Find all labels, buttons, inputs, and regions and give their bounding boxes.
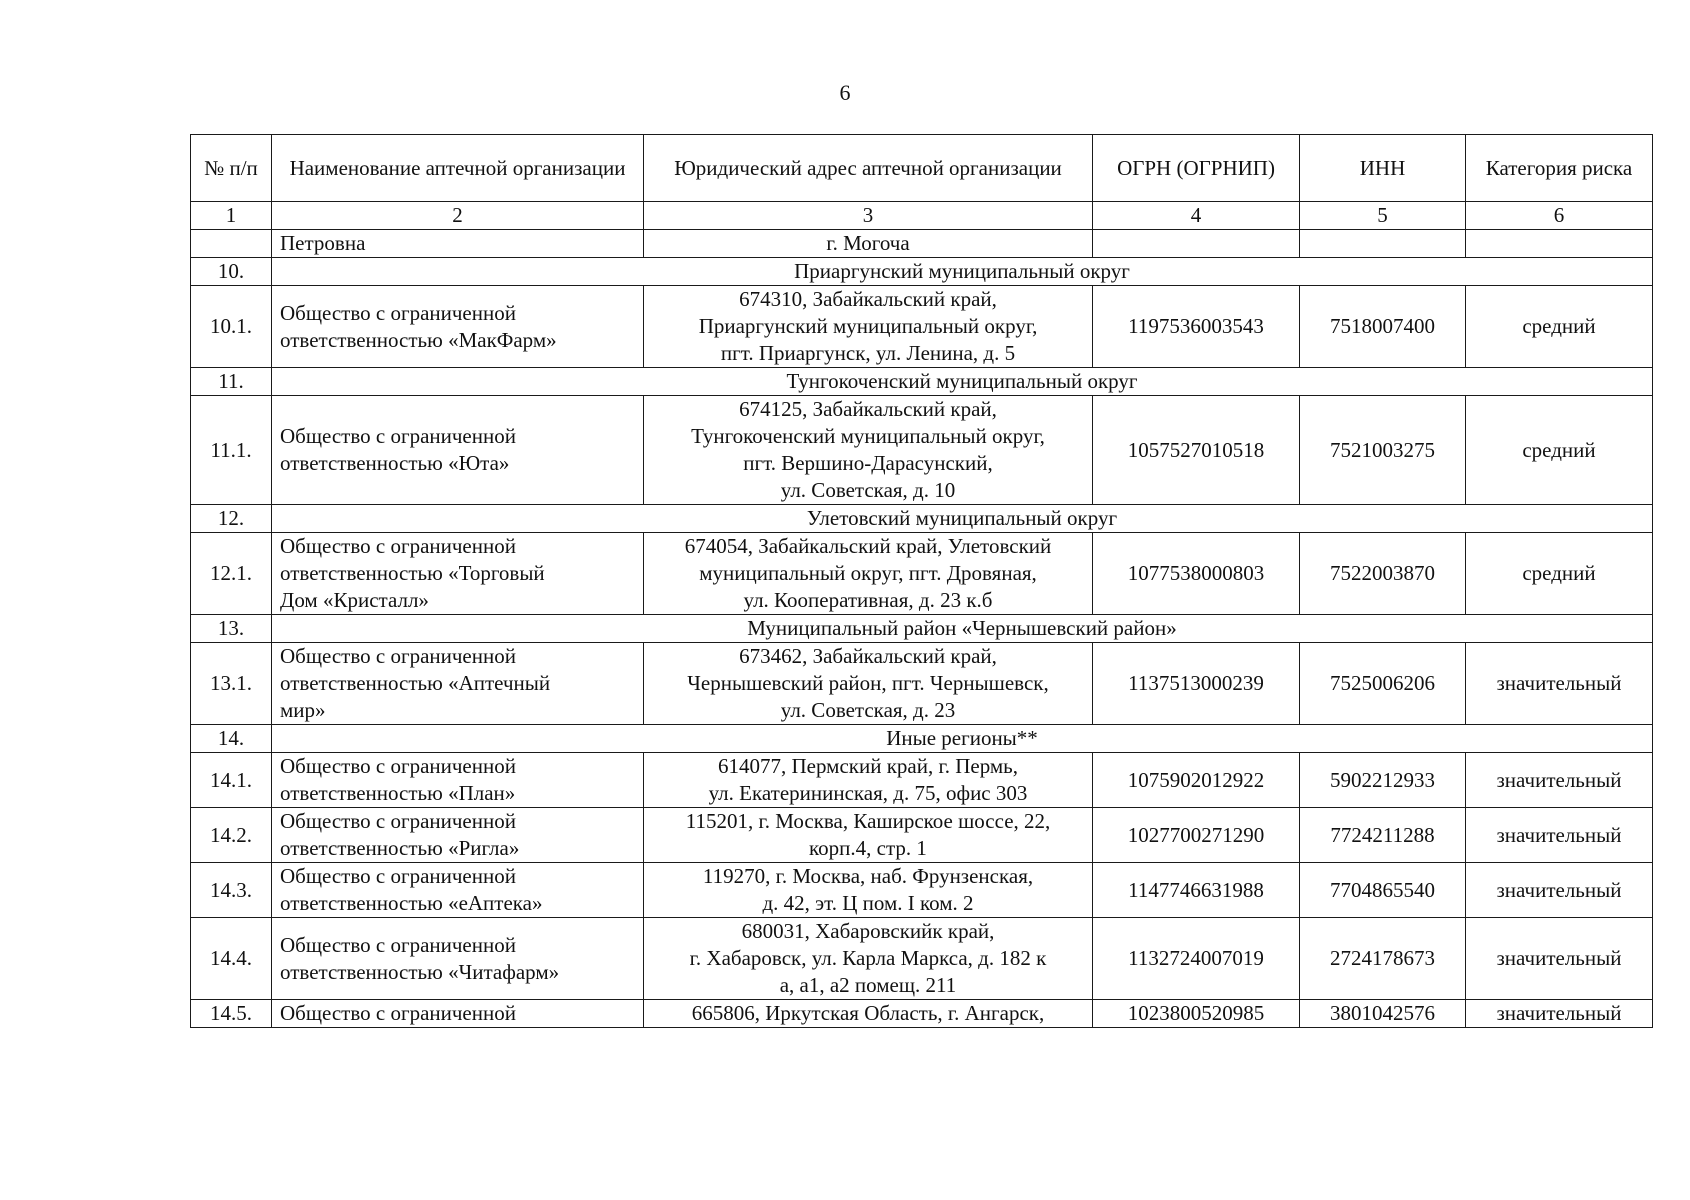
cell-legal-address [644, 1000, 1093, 1028]
address-line: 119270, г. Москва, наб. Фрунзенская, [702, 864, 1034, 888]
address-line: Тунгокоченский муниципальный округ, [691, 424, 1045, 448]
section-row [191, 505, 1653, 533]
section-row [191, 368, 1653, 396]
cell-organization-name [272, 533, 644, 615]
table-row [191, 863, 1653, 918]
column-number: 1 [191, 202, 272, 230]
cell-inn: 7518007400 [1300, 286, 1466, 368]
address-line: пгт. Вершино-Дарасунский, [743, 451, 993, 475]
section-title: Приаргунский муниципальный округ [272, 258, 1653, 286]
address-line: пгт. Приаргунск, ул. Ленина, д. 5 [720, 341, 1016, 365]
cell-inn: 7525006206 [1300, 643, 1466, 725]
cell-organization-name [272, 753, 644, 808]
continuation-row [191, 230, 1653, 258]
address-line: ул. Кооперативная, д. 23 к.б [743, 588, 993, 612]
section-title: Муниципальный район «Чернышевский район» [272, 615, 1653, 643]
address-line: 680031, Хабаровскийк край, [741, 919, 995, 943]
cell-risk-category [1466, 230, 1653, 258]
cell-number: 12.1. [191, 533, 272, 615]
cell-legal-address [644, 286, 1093, 368]
section-number: 13. [191, 615, 272, 643]
table-row [191, 808, 1653, 863]
cell-number: 10.1. [191, 286, 272, 368]
table-row [191, 753, 1653, 808]
cell-ogrn: 1023800520985 [1093, 1000, 1300, 1028]
address-line: Чернышевский район, пгт. Чернышевск, [687, 671, 1049, 695]
organization-name-line: Общество с ограниченной [280, 809, 516, 833]
table-row [191, 396, 1653, 505]
section-row [191, 615, 1653, 643]
cell-legal-address [644, 753, 1093, 808]
cell-inn: 7704865540 [1300, 863, 1466, 918]
section-row [191, 725, 1653, 753]
cell-risk-category: значительный [1466, 643, 1653, 725]
table-row [191, 643, 1653, 725]
cell-ogrn: 1057527010518 [1093, 396, 1300, 505]
cell-legal-address [644, 863, 1093, 918]
cell-inn: 3801042576 [1300, 1000, 1466, 1028]
organization-name-line: Общество с ограниченной [280, 864, 516, 888]
table-row [191, 286, 1653, 368]
cell-organization-name [272, 808, 644, 863]
cell-inn: 2724178673 [1300, 918, 1466, 1000]
address-line: д. 42, эт. Ц пом. I ком. 2 [762, 891, 974, 915]
cell-number: 14.5. [191, 1000, 272, 1028]
organization-name-line: ответственностью «Ригла» [280, 836, 520, 860]
cell-inn [1300, 230, 1466, 258]
section-title: Улетовский муниципальный округ [272, 505, 1653, 533]
address-line: 674125, Забайкальский край, [739, 397, 997, 421]
organization-name-line: ответственностью «Аптечный [280, 671, 551, 695]
cell-legal-address [644, 396, 1093, 505]
section-number: 14. [191, 725, 272, 753]
table-row [191, 1000, 1653, 1028]
organization-name-line: мир» [280, 698, 326, 722]
cell-number: 14.2. [191, 808, 272, 863]
cell-number: 14.4. [191, 918, 272, 1000]
organization-name-line: Общество с ограниченной [280, 644, 516, 668]
page-number: 6 [839, 80, 851, 105]
table-row [191, 533, 1653, 615]
organization-name-line: ответственностью «Торговый [280, 561, 545, 585]
cell-number: 13.1. [191, 643, 272, 725]
address-line: а, а1, а2 помещ. 211 [779, 973, 957, 997]
cell-inn: 7521003275 [1300, 396, 1466, 505]
registry-body [191, 230, 1653, 1028]
cell-inn: 7724211288 [1300, 808, 1466, 863]
cell-organization-name [272, 918, 644, 1000]
cell-risk-category: значительный [1466, 1000, 1653, 1028]
column-number: 5 [1300, 202, 1466, 230]
organization-name-line: Общество с ограниченной [280, 534, 516, 558]
organization-name-line: Дом «Кристалл» [280, 588, 429, 612]
organization-name-line: Общество с ограниченной [280, 754, 516, 778]
cell-risk-category: средний [1466, 533, 1653, 615]
column-number: 4 [1093, 202, 1300, 230]
cell-ogrn: 1132724007019 [1093, 918, 1300, 1000]
address-line: 673462, Забайкальский край, [739, 644, 997, 668]
organization-name-line: Общество с ограниченной [280, 1001, 516, 1025]
address-line: 115201, г. Москва, Каширское шоссе, 22, [685, 809, 1051, 833]
cell-risk-category: средний [1466, 286, 1653, 368]
column-number-row [191, 202, 1653, 230]
cell-organization-name: Петровна [272, 230, 644, 258]
section-number: 10. [191, 258, 272, 286]
cell-inn: 5902212933 [1300, 753, 1466, 808]
cell-ogrn: 1197536003543 [1093, 286, 1300, 368]
organization-name-line: ответственностью «МакФарм» [280, 327, 557, 352]
cell-number: 14.3. [191, 863, 272, 918]
cell-organization-name [272, 643, 644, 725]
cell-legal-address [644, 533, 1093, 615]
section-number: 11. [191, 368, 272, 396]
header-risk-category: Категория риска [1466, 135, 1653, 202]
address-line: Приаргунский муниципальный округ, [698, 314, 1038, 338]
header-row [191, 135, 1653, 202]
address-line: муниципальный округ, пгт. Дровяная, [699, 561, 1037, 585]
organization-name-line: Общество с ограниченной [280, 424, 516, 448]
header-organization-name: Наименование аптечной организации [272, 135, 644, 202]
organization-name-line: Общество с ограниченной [280, 300, 516, 325]
address-line: 614077, Пермский край, г. Пермь, [718, 754, 1018, 778]
cell-inn: 7522003870 [1300, 533, 1466, 615]
address-line: ул. Советская, д. 10 [780, 478, 956, 502]
cell-ogrn: 1147746631988 [1093, 863, 1300, 918]
column-number: 3 [644, 202, 1093, 230]
column-number: 6 [1466, 202, 1653, 230]
organization-name-line: ответственностью «Читафарм» [280, 959, 560, 984]
cell-number: 11.1. [191, 396, 272, 505]
section-row [191, 258, 1653, 286]
section-number: 12. [191, 505, 272, 533]
cell-risk-category: значительный [1466, 863, 1653, 918]
address-line: ул. Екатерининская, д. 75, офис 303 [708, 781, 1028, 805]
section-title: Тунгокоченский муниципальный округ [272, 368, 1653, 396]
header-inn: ИНН [1300, 135, 1466, 202]
cell-organization-name [272, 396, 644, 505]
address-line: 674310, Забайкальский край, [739, 287, 997, 311]
cell-risk-category: значительный [1466, 808, 1653, 863]
cell-ogrn: 1137513000239 [1093, 643, 1300, 725]
address-line: г. Хабаровск, ул. Карла Маркса, д. 182 к [689, 946, 1047, 970]
cell-legal-address [644, 643, 1093, 725]
cell-ogrn [1093, 230, 1300, 258]
organization-name-line: Общество с ограниченной [280, 932, 516, 957]
cell-legal-address [644, 808, 1093, 863]
address-line: ул. Советская, д. 23 [780, 698, 956, 722]
cell-organization-name [272, 286, 644, 368]
cell-number: 14.1. [191, 753, 272, 808]
table-row [191, 918, 1653, 1000]
header-number: № п/п [191, 135, 272, 202]
cell-organization-name [272, 1000, 644, 1028]
pharmacy-registry-table [190, 134, 1653, 1028]
header-ogrn: ОГРН (ОГРНИП) [1093, 135, 1300, 202]
cell-legal-address: г. Могоча [644, 230, 1093, 258]
cell-legal-address [644, 918, 1093, 1000]
cell-ogrn: 1027700271290 [1093, 808, 1300, 863]
cell-risk-category: средний [1466, 396, 1653, 505]
cell-risk-category: значительный [1466, 918, 1653, 1000]
address-line: корп.4, стр. 1 [809, 836, 927, 860]
organization-name-line: ответственностью «еАптека» [280, 891, 543, 915]
address-line: 674054, Забайкальский край, Улетовский [684, 534, 1052, 558]
header-legal-address: Юридический адрес аптечной организации [644, 135, 1093, 202]
cell-ogrn: 1077538000803 [1093, 533, 1300, 615]
organization-name-line: ответственностью «Юта» [280, 451, 510, 475]
cell-ogrn: 1075902012922 [1093, 753, 1300, 808]
organization-name-line: ответственностью «План» [280, 781, 516, 805]
cell-number [191, 230, 272, 258]
column-number: 2 [272, 202, 644, 230]
cell-risk-category: значительный [1466, 753, 1653, 808]
address-line: 665806, Иркутская Область, г. Ангарск, [691, 1001, 1045, 1025]
cell-organization-name [272, 863, 644, 918]
section-title: Иные регионы** [272, 725, 1653, 753]
